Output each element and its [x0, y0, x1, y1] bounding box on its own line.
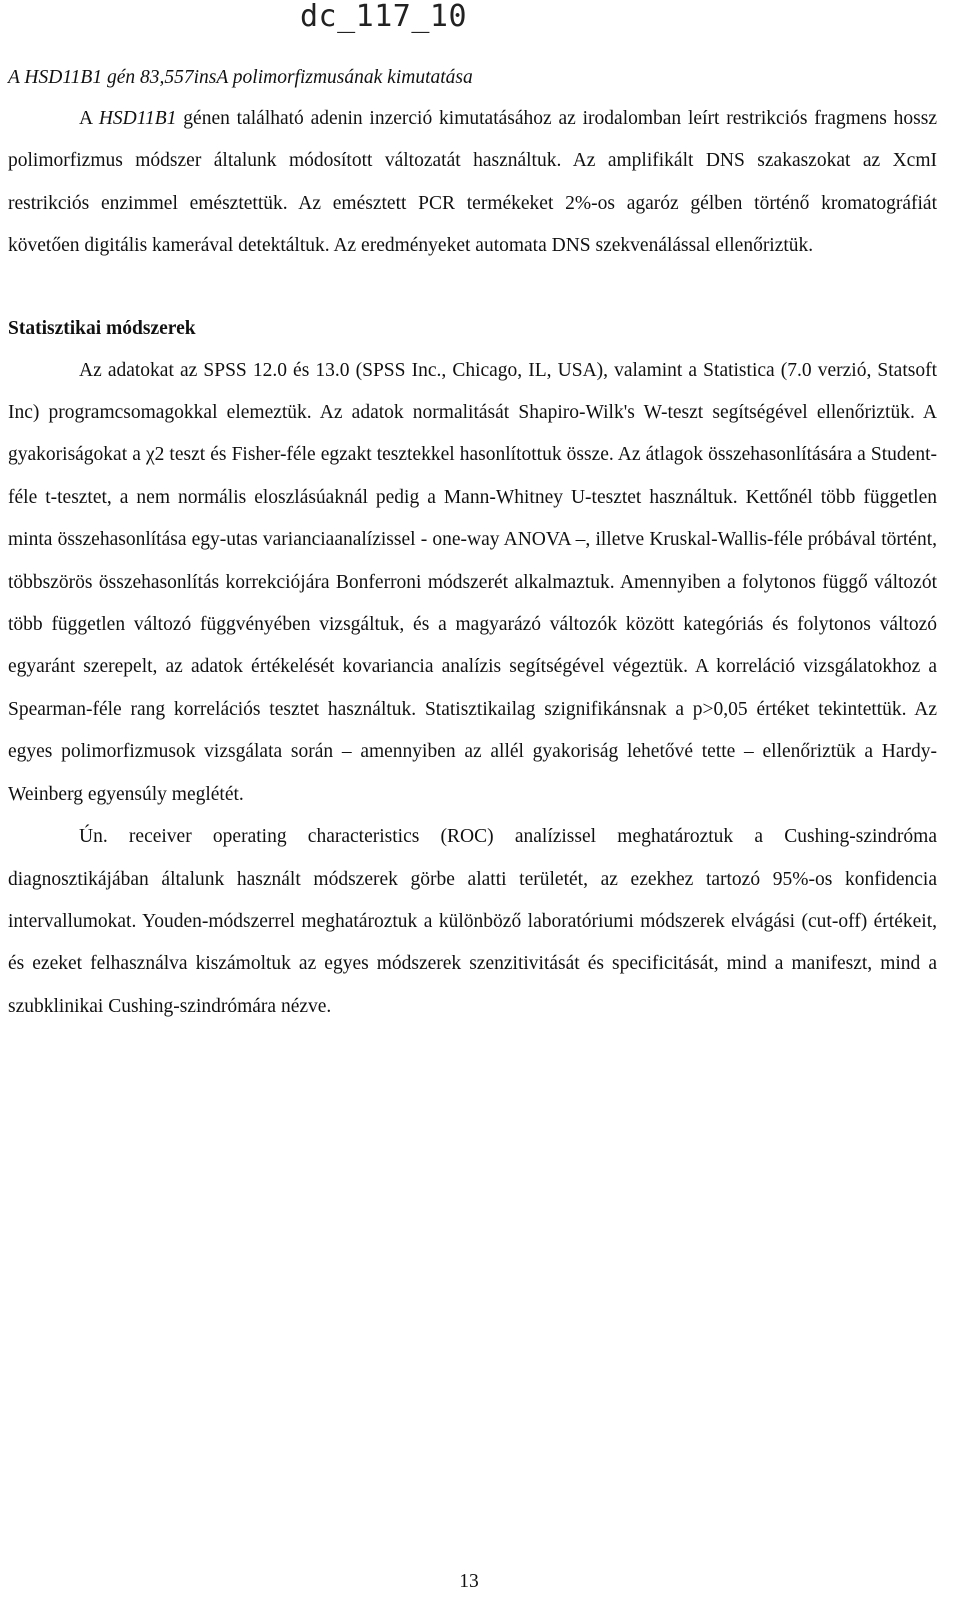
paragraph-statistics: Az adatokat az SPSS 12.0 és 13.0 (SPSS Inc., Chicago, IL, USA), valamint a Statistica (7.0 verzió, Statsoft Inc) programcsomagokkal elemeztük. Az adatok normalitását Shapiro-Wilk's W-teszt segítségével ellenőriztük. A gyakoriságokat a χ2 teszt és Fisher-féle egzakt tesztekkel hasonlítottuk össze. Az átlagok összehasonlítására a Student-féle t-tesztet, a nem normális eloszlásúaknál pedig a Mann-Whitney U-tesztet használtuk. Kettőnél több független minta összehasonlítása egy-utas varianciaanalízissel - one-way ANOVA –, illetve Kruskal-Wallis-féle próbával történt, többszörös összehasonlítás korrekciójára Bonferroni módszerét alkalmaztuk. Amennyiben a folytonos függő változót több független változó függvényében vizsgáltuk, és a magyarázó változók között kategóriás és folytonos változó egyaránt szerepelt, az adatok értékelését kovariancia analízis segítségével végeztük. A korreláció vizsgálatokhoz a Spearman-féle rang korrelációs tesztet használtuk. Statisztikailag szignifikánsnak a p>0,05 értéket tekintettük. Az egyes polimorfizmusok vizsgálata során – amennyiben az allél gyakoriság lehetővé tette – ellenőriztük a Hardy-Weinberg egyensúly meglétét. [8, 359, 937, 805]
document-code-header: dc_117_10 [300, 0, 468, 34]
paragraph-roc-analysis: Ún. receiver operating characteristics (ROC) analízissel meghatároztuk a Cushing-szindróma diagnosztikájában általunk használt módszerek görbe alatti területét, az ezekhez tartozó 95%-os konfidencia intervallumokat. Youden-módszerrel meghatároztuk a különböző laboratóriumi módszerek elvágási (cut-off) értékeit, és ezeket felhasználva kiszámoltuk az egyes módszerek szenzitivitását és specificitását, mind a manifeszt, mind a szubklinikai Cushing-szindrómára nézve. [8, 826, 937, 1017]
paragraph-hsd11b1-method [8, 98, 937, 268]
document-body [8, 58, 937, 1028]
page-number: 13 [459, 1571, 479, 1592]
section-heading-hsd11b1: A HSD11B1 gén 83,557insA polimorfizmusának kimutatása [8, 67, 473, 88]
paragraph-text-rest: génen található adenin inzerció kimutatásához az irodalomban leírt restrikciós fragmens hossz polimorfizmus módszer általunk módosított változatát használtuk. Az amplifikált DNS szakaszokat az XcmI restrikciós enzimmel emésztettük. Az emésztett PCR termékeket 2%-os agaróz gélben történő kromatográfiát követően digitális kamerával detektáltuk. Az eredményeket automata DNS szekvenálással ellenőriztük. [8, 108, 937, 257]
paragraph-text-start: A [79, 108, 99, 129]
section-heading-statistics: Statisztikai módszerek [8, 317, 196, 339]
gene-name-italic: HSD11B1 [98, 108, 177, 129]
